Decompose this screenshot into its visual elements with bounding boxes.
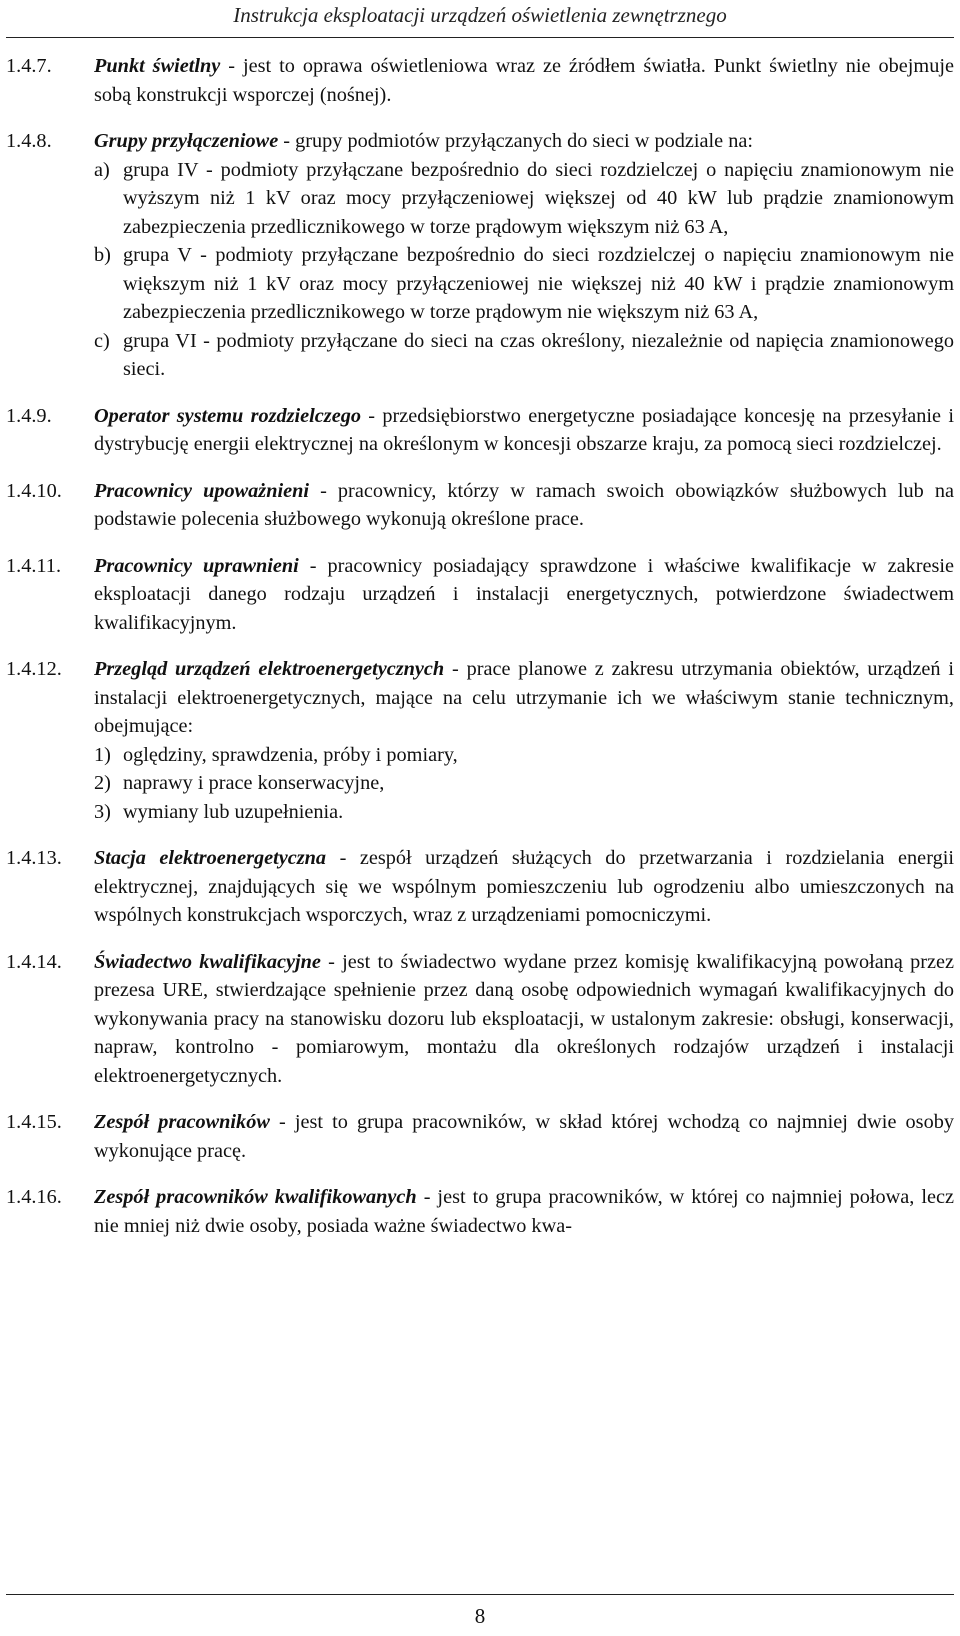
definition-1-4-9 — [6, 402, 954, 459]
definition-1-4-14 — [6, 948, 954, 1091]
list-item — [94, 327, 954, 384]
definition-number: 1.4.8. — [6, 130, 52, 152]
group-list — [94, 156, 954, 384]
list-item-text: oględziny, sprawdzenia, próby i pomiary, — [123, 743, 458, 766]
definition-number: 1.4.7. — [6, 55, 52, 77]
list-item-text: grupa VI - podmioty przyłączane do sieci na czas określony, niezależnie od napięcia znamionowego sieci. — [123, 329, 954, 380]
list-item-text: naprawy i prace konserwacyjne, — [123, 772, 385, 794]
definition-body — [94, 1183, 954, 1240]
definition-body — [94, 477, 954, 534]
page-header — [0, 0, 960, 34]
list-item — [94, 798, 954, 827]
list-item — [94, 241, 954, 327]
definition-text: - pracownicy posiadający sprawdzone i właściwe kwalifikacje w zakresie eksploatacji danego rodzaju urządzeń i instalacji energetycznych, potwierdzone świadectwem kwalifikacyjnym. — [94, 554, 954, 634]
definition-term: Przegląd urządzeń elektroenergetycznych — [94, 658, 445, 680]
definition-term: Pracownicy uprawnieni — [94, 554, 299, 577]
list-marker: 2) — [94, 772, 111, 794]
definition-number: 1.4.14. — [6, 950, 62, 973]
list-marker: 3) — [94, 800, 111, 823]
definition-1-4-8 — [6, 127, 954, 384]
definition-1-4-11 — [6, 552, 954, 638]
header-title: Instrukcja eksploatacji urządzeń oświetlenia zewnętrznego — [233, 3, 727, 27]
definition-term: Zespół pracowników kwalifikowanych — [94, 1186, 417, 1208]
definition-1-4-12 — [6, 655, 954, 826]
definition-text: - jest to świadectwo wydane przez komisję kwalifikacyjną powołaną przez prezesa URE, stwierdzające spełnienie przez daną osobę odpowiednich wymagań kwalifikacyjnych do wykonywania pracy na stanowisku dozoru lub eksploatacji, w ustalonym zakresie: obsługi, konserwacji, napraw, kontrolno - pomiarowym, montażu dla określonych rodzajów urządzeń i instalacji elektroenergetycznych. — [94, 950, 954, 1087]
definition-text: - pracownicy, którzy w ramach swoich obowiązków służbowych lub na podstawie polecenia służbowego wykonują określone prace. — [94, 479, 954, 530]
definition-body — [94, 402, 954, 459]
definition-text: - zespół urządzeń służących do przetwarzania i rozdzielania energii elektrycznej, znajdujących się we wspólnym pomieszczeniu lub ogrodzeniu albo umieszczonych na wspólnych konstrukcjach wsporczych, wraz z urządzeniami pomocniczymi. — [94, 847, 954, 926]
definition-term: Operator systemu rozdzielczego — [94, 404, 361, 427]
definitions-section — [6, 52, 954, 1258]
definition-text: - jest to oprawa oświetleniowa wraz ze źródłem światła. Punkt świetlny nie obejmuje sobą konstrukcji wsporczej (nośnej). — [94, 55, 954, 106]
page-number: 8 — [474, 1604, 486, 1628]
definition-text: - jest to grupa pracowników, w której co najmniej połowa, lecz nie mniej niż dwie osoby, posiada ważne świadectwo kwa- — [94, 1186, 955, 1237]
definition-1-4-15 — [6, 1108, 954, 1165]
definition-body — [94, 127, 954, 384]
definition-body — [94, 552, 954, 638]
definition-body — [94, 1108, 954, 1165]
definition-term: Stacja elektroenergetyczna — [94, 847, 327, 869]
list-item — [94, 769, 954, 798]
list-marker: b) — [94, 244, 111, 266]
definition-1-4-16 — [6, 1183, 954, 1240]
list-item-text: grupa V - podmioty przyłączane bezpośrednio do sieci rozdzielczej o napięciu znamionowym nie większym niż 1 kV oraz mocy przyłączeniowej nie większej niż 40 kW i prądzie znamionowym zabezpieczenia przedlicznikowego w torze prądowym nie większym niż 63 A, — [123, 244, 954, 323]
definition-body — [94, 948, 954, 1091]
definition-number: 1.4.10. — [6, 479, 62, 502]
list-item-text: wymiany lub uzupełnienia. — [123, 800, 344, 823]
definition-term: Świadectwo kwalifikacyjne — [94, 950, 321, 973]
definition-body — [94, 655, 954, 826]
definition-term: Grupy przyłączeniowe — [94, 130, 279, 152]
definition-term: Punkt świetlny — [94, 55, 221, 77]
definition-number: 1.4.15. — [6, 1111, 62, 1133]
footer-divider — [6, 1594, 954, 1595]
definition-text: - jest to grupa pracowników, w skład której wchodzą co najmniej dwie osoby wykonujące pracę. — [94, 1111, 955, 1162]
definition-number: 1.4.11. — [6, 554, 62, 577]
definition-number: 1.4.12. — [6, 658, 62, 680]
definition-1-4-10 — [6, 477, 954, 534]
definition-number: 1.4.13. — [6, 847, 62, 869]
definition-term: Pracownicy upoważnieni — [94, 479, 310, 502]
definition-number: 1.4.16. — [6, 1186, 62, 1208]
list-item — [94, 156, 954, 242]
definition-body — [94, 844, 954, 930]
definition-body — [94, 52, 954, 109]
list-marker: c) — [94, 329, 110, 352]
list-item — [94, 741, 954, 770]
definition-text: - grupy podmiotów przyłączanych do sieci w podziale na: — [278, 130, 753, 152]
list-marker: 1) — [94, 743, 111, 766]
definition-text: - przedsiębiorstwo energetyczne posiadające koncesję na przesyłanie i dystrybucję energii elektrycznej na określonym w koncesji obszarze kraju, za pomocą sieci rozdzielczej. — [94, 404, 954, 455]
definition-text: - prace planowe z zakresu utrzymania obiektów, urządzeń i instalacji elektroenergetycznych, mające na celu utrzymanie ich we właściwym stanie technicznym, obejmujące: — [94, 658, 954, 737]
inspection-list — [94, 741, 954, 827]
definition-1-4-13 — [6, 844, 954, 930]
header-divider — [6, 37, 954, 38]
definition-term: Zespół pracowników — [94, 1111, 270, 1133]
list-marker: a) — [94, 158, 110, 181]
definition-number: 1.4.9. — [6, 404, 52, 427]
list-item-text: grupa IV - podmioty przyłączane bezpośrednio do sieci rozdzielczej o napięciu znamionowym nie wyższym niż 1 kV oraz mocy przyłączeniowej większej od 40 kW lub prądzie znamionowym zabezpieczenia przedlicznikowego w torze prądowym większym niż 63 A, — [123, 158, 954, 238]
definition-1-4-7 — [6, 52, 954, 109]
